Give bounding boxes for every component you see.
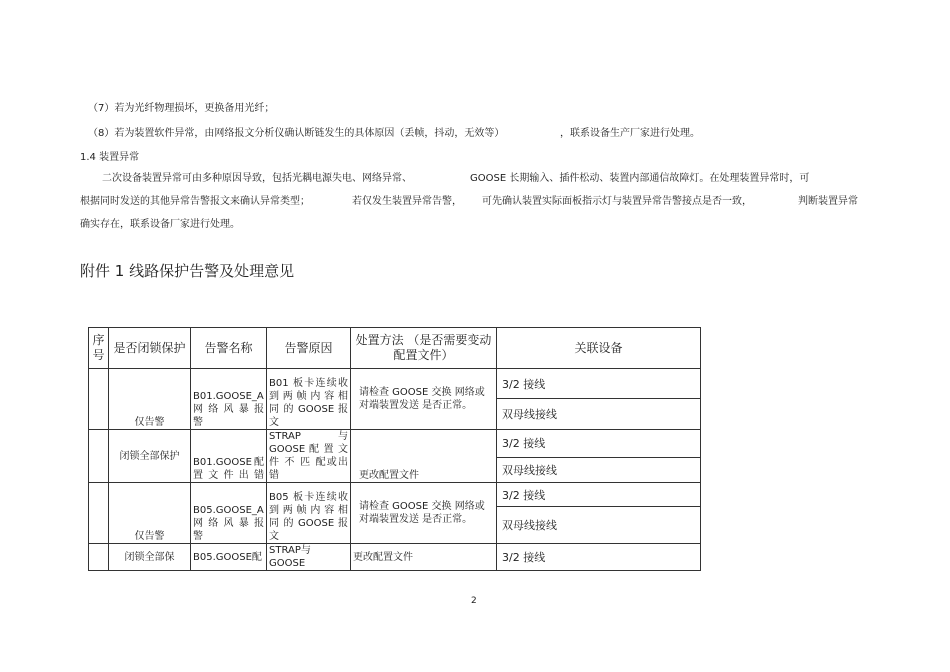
item-8-part-b: ，联系设备生产厂家进行处理。 xyxy=(560,128,700,139)
cell-lock: 闭锁全部保 xyxy=(109,544,191,571)
cell-device: 双母线接线 xyxy=(497,457,701,482)
cell-device: 3/2 接线 xyxy=(497,483,701,507)
header-seq: 序号 xyxy=(89,328,109,369)
paragraph-line-1a: 二次设备装置异常可由多种原因导致，包括光耦电源失电、网络异常、 xyxy=(102,173,412,184)
cell-method: 请检查 GOOSE 交换 网络或对端装置发送 是否正常。 xyxy=(351,483,497,544)
table-row xyxy=(89,369,701,399)
header-name: 告警名称 xyxy=(191,328,267,369)
cell-device: 3/2 接线 xyxy=(497,369,701,399)
table-header-row xyxy=(89,328,701,369)
cell-lock: 仅告警 xyxy=(109,483,191,544)
table-row xyxy=(89,483,701,507)
page-number: 2 xyxy=(471,596,477,606)
paragraph-line-1b: GOOSE 长期输入、插件松动、装置内部通信故障灯。在处理装置异常时，可 xyxy=(470,173,810,184)
alarm-table xyxy=(88,327,701,571)
paragraph-line-3: 确实存在，联系设备厂家进行处理。 xyxy=(80,219,240,230)
cell-reason: B05 板卡连续收 到 两 帧 内 容 相 同 的 GOOSE 报 文 xyxy=(267,483,351,544)
table-row xyxy=(89,430,701,458)
cell-seq xyxy=(89,544,109,571)
appendix-title: 附件 1 线路保护告警及处理意见 xyxy=(80,262,295,280)
header-method: 处置方法 （是否需要变动配置文件） xyxy=(351,328,497,369)
cell-reason: STRAP与 GOOSE 配 置 文 件 不 匹 配或出错 xyxy=(267,430,351,483)
cell-seq xyxy=(89,483,109,544)
cell-device: 双母线接线 xyxy=(497,399,701,430)
cell-method: 更改配置文件 xyxy=(351,430,497,483)
cell-seq xyxy=(89,369,109,430)
table-row xyxy=(89,544,701,571)
cell-name: B05.GOOSE配 xyxy=(191,544,267,571)
cell-lock: 仅告警 xyxy=(109,369,191,430)
cell-seq xyxy=(89,430,109,483)
item-7: （7）若为光纤物理损坏，更换备用光纤； xyxy=(88,103,275,114)
cell-name: B05.GOOSE_A 网 络 风 暴 报 警 xyxy=(191,483,267,544)
paragraph-line-2a: 根据同时发送的其他异常告警报文来确认异常类型； xyxy=(80,196,310,207)
header-reason: 告警原因 xyxy=(267,328,351,369)
section-heading-1-4: 1.4 装置异常 xyxy=(80,152,140,163)
header-device: 关联设备 xyxy=(497,328,701,369)
cell-reason: STRAP与 GOOSE xyxy=(267,544,351,571)
header-lock: 是否闭锁保护 xyxy=(109,328,191,369)
paragraph-line-2d: 判断装置异常 xyxy=(798,196,858,207)
cell-method: 请检查 GOOSE 交换 网络或对端装置发送 是否正常。 xyxy=(351,369,497,430)
cell-name: B01.GOOSE_A 网 络 风 暴 报 警 xyxy=(191,369,267,430)
cell-reason: B01 板卡连续收 到 两 帧 内 容 相 同 的 GOOSE 报 文 xyxy=(267,369,351,430)
cell-device: 双母线接线 xyxy=(497,507,701,544)
cell-method: 更改配置文件 xyxy=(351,544,497,571)
cell-device: 3/2 接线 xyxy=(497,544,701,571)
cell-device: 3/2 接线 xyxy=(497,430,701,458)
cell-lock: 闭锁全部保护 xyxy=(109,430,191,483)
paragraph-line-2c: 可先确认装置实际面板指示灯与装置异常告警接点是否一致， xyxy=(482,196,752,207)
item-8-part-a: （8）若为装置软件异常，由网络报文分析仪确认断链发生的具体原因（丢帧，抖动，无效等） xyxy=(88,128,505,139)
paragraph-line-2b: 若仅发生装置异常告警， xyxy=(352,196,462,207)
cell-name: B01.GOOSE配 置文件出错 xyxy=(191,430,267,483)
